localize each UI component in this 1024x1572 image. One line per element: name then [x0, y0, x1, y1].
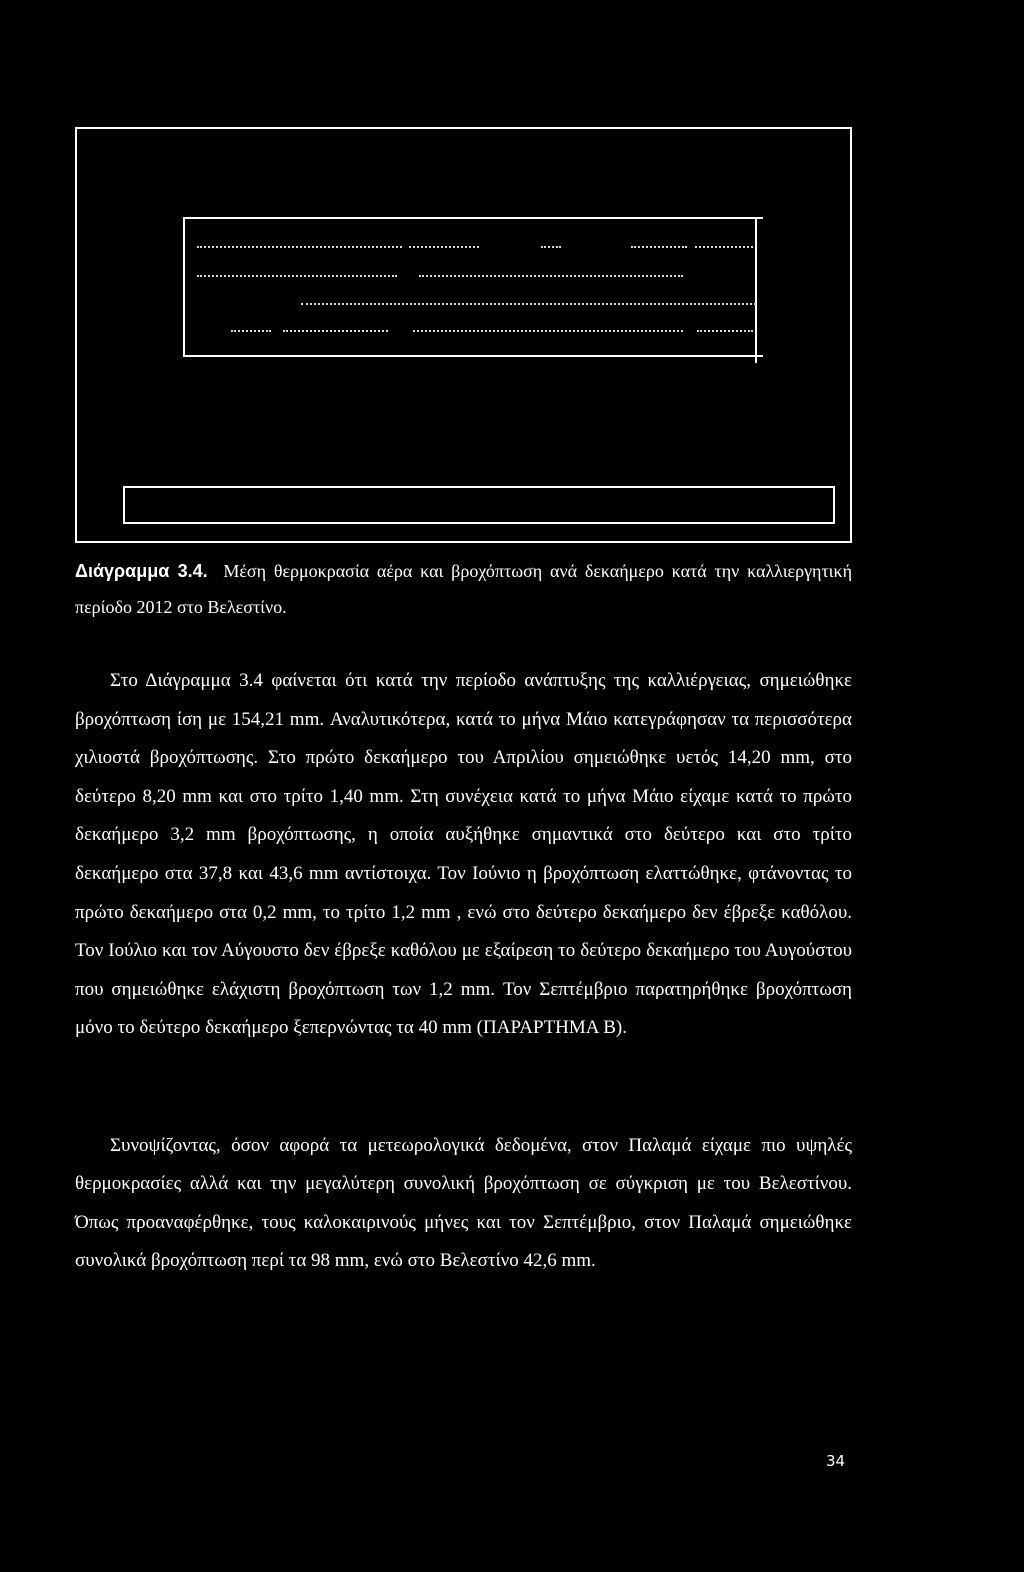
plot-border-right — [755, 217, 757, 363]
gridline-dotted — [231, 330, 271, 332]
page-number: 34 — [826, 1452, 846, 1470]
body-paragraph: Στο Διάγραμμα 3.4 φαίνεται ότι κατά την περίοδο ανάπτυξης της καλλιέργειας, σημειώθηκε βροχόπτωση ίση με 154,21 mm. Αναλυτικότερα, κατά το μήνα Μάιο κατεγράφησαν τα περισσότερα χιλιοστά βροχόπτωσης. Στο πρώτο δεκαήμερο του Απριλίου σημειώθηκε υετός 14,20 mm, στο δεύτερο 8,20 mm και στο τρίτο 1,40 mm. Στη συνέχεια κατά το μήνα Μάιο είχαμε κατά το πρώτο δεκαήμερο 3,2 mm βροχόπτωσης, η οποία αυξήθηκε σημαντικά στο δεύτερο και στο τρίτο δεκαήμερο στα 37,8 και 43,6 mm αντίστοιχα. Τον Ιούνιο η βροχόπτωση ελαττώθηκε, φτάνοντας το πρώτο δεκαήμερο στα 0,2 mm, το τρίτο 1,2 mm , ενώ στο δεύτερο δεκαήμερο δεν έβρεξε καθόλου. Τον Ιούλιο και τον Αύγουστο δεν έβρεξε καθόλου με εξαίρεση το δεύτερο δεκαήμερο του Αυγούστου που σημειώθηκε ελάχιστη βροχόπτωση των 1,2 mm. Τον Σεπτέμβριο παρατηρήθηκε βροχόπτωση μόνο το δεύτερο δεκαήμερο ξεπερνώντας τα 40 mm (ΠΑΡΑΡΤΗΜΑ Β). — [75, 670, 852, 1039]
plot-border-top — [183, 217, 763, 219]
caption-text: Μέση θερμοκρασία αέρα και βροχόπτωση ανά δεκαήμερο κατά την καλλιεργητική περίοδο 2012 στο Βελεστίνο. — [75, 561, 852, 617]
plot-border-bottom — [183, 355, 763, 357]
gridline-dotted — [419, 275, 683, 277]
gridline-dotted — [197, 275, 397, 277]
chart-legend-box — [123, 486, 835, 524]
gridline-dotted — [631, 246, 687, 248]
gridline-dotted — [413, 330, 683, 332]
body-paragraph: Συνοψίζοντας, όσον αφορά τα μετεωρολογικά δεδομένα, στον Παλαμά είχαμε πιο υψηλές θερμοκρασίες αλλά και την μεγαλύτερη συνολική βροχόπτωση σε σύγκριση με του Βελεστίνου. Όπως προαναφέρθηκε, τους καλοκαιρινούς μήνες και τον Σεπτέμβριο, στον Παλαμά σημειώθηκε συνολικά βροχόπτωση περί τα 98 mm, ενώ στο Βελεστίνο 42,6 mm. — [75, 1135, 852, 1272]
chart-figure-frame — [75, 127, 852, 543]
figure-caption — [75, 553, 852, 625]
gridline-dotted — [697, 330, 753, 332]
gridline-dotted — [409, 246, 479, 248]
gridline-dotted — [695, 246, 753, 248]
chart-plot-area — [183, 217, 755, 363]
gridline-dotted — [301, 303, 756, 305]
gridline-dotted — [541, 246, 561, 248]
caption-label: Διάγραμμα 3.4. — [75, 561, 208, 581]
gridline-dotted — [283, 330, 388, 332]
plot-border-left — [183, 217, 185, 357]
gridline-dotted — [197, 246, 402, 248]
